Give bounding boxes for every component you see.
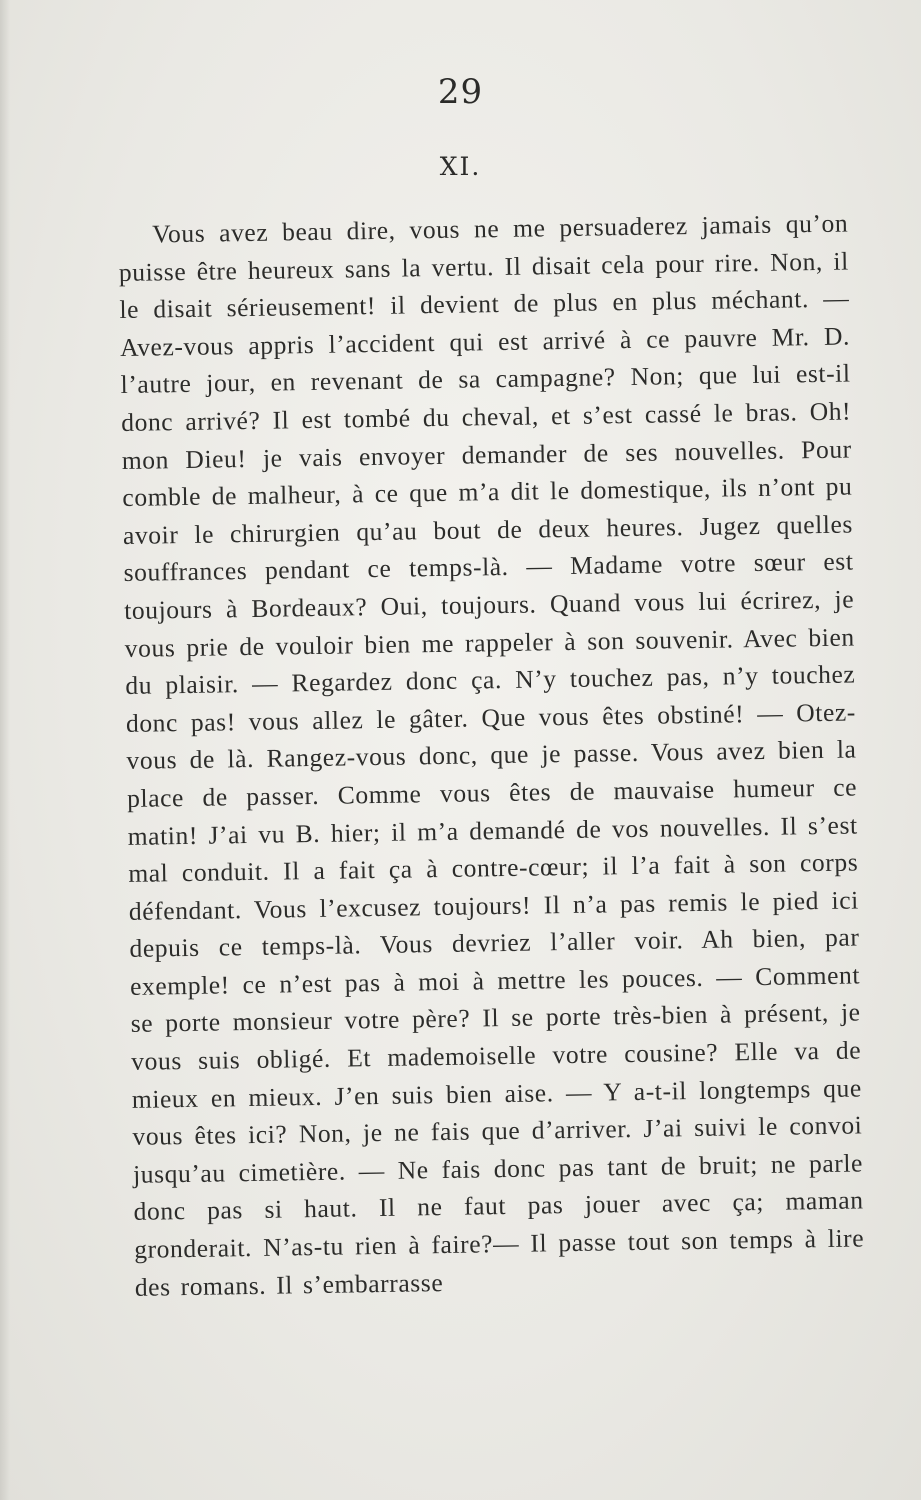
chapter-title: XI. <box>439 152 482 181</box>
body-paragraph: Vous avez beau dire, vous ne me persuaderez jamais qu’on puisse être heureux sans la vertu. Il disait cela pour rire. Non, il le disait sérieusement! il devient de plus en plus méchant. — Avez-vous appris l’accident qui est arrivé à ce pauvre Mr. D. l’autre jour, en revenant de sa campagne? Non; que lui est-il donc arrivé? Il est tombé du cheval, et s’est cassé le bras. Oh! mon Dieu! je vais envoyer demander de ses nouvelles. Pour comble de malheur, à ce que m’a dit le domestique, ils n’ont pu avoir le chirurgien qu’au bout de deux heures. Jugez quelles souffrances pendant ce temps-là. — Madame votre sœur est toujours à Bordeaux? Oui, toujours. Quand vous lui écrirez, je vous prie de vouloir bien me rappeler à son souvenir. Avec bien du plaisir. — Regardez donc ça. N’y touchez pas, n’y touchez donc pas! vous allez le gâter. Que vous êtes obstiné! — Otez-vous de là. Rangez-vous donc, que je passe. Vous avez bien la place de passer. Comme vous êtes de mauvaise humeur ce matin! J’ai vu B. hier; il m’a demandé de vos nouvelles. Il s’est mal conduit. Il a fait ça à contre-cœur; il l’a fait à son corps défendant. Vous l’excusez toujours! Il n’a pas remis le pied ici depuis ce temps-là. Vous devriez l’aller voir. Ah bien, par exemple! ce n’est pas à moi à mettre les pouces. — Comment se porte monsieur votre père? Il se porte très-bien à présent, je vous suis obligé. Et mademoiselle votre cousine? Elle va de mieux en mieux. J’en suis bien aise. — Y a-t-il longtemps que vous êtes ici? Non, je ne fais que d’arriver. J’ai suivi le convoi jusqu’au cimetière. — Ne fais donc pas tant de bruit; ne parle donc pas si haut. Il ne faut pas jouer avec ça; maman gronderait. N’as-tu rien à faire?— Il passe tout son temps à lire des romans. Il s’embarrasse <box>118 208 865 1302</box>
binding-shadow <box>0 0 10 1500</box>
page-number: 29 <box>437 72 484 112</box>
